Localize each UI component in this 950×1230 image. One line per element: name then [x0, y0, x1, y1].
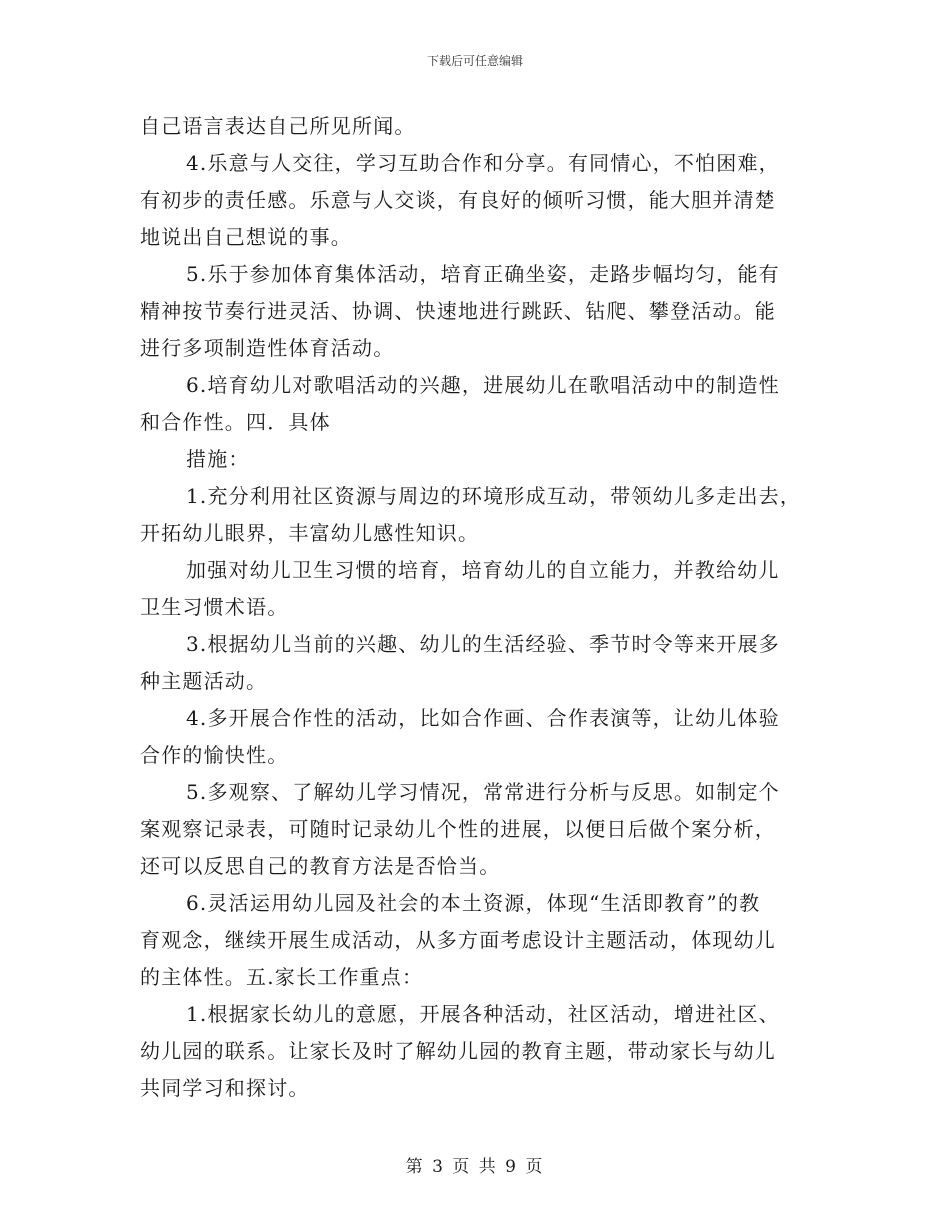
text-line: 4.乐意与人交往，学习互助合作和分享。有同情心，不怕困难， [186, 151, 780, 175]
text-line: 1.充分利用社区资源与周边的环境形成互动，带领幼儿多走出去， [186, 484, 802, 508]
text-line: 3.根据幼儿当前的兴趣、幼儿的生活经验、季节时令等来开展多 [186, 632, 780, 656]
text-line: 4.多开展合作性的活动，比如合作画、合作表演等，让幼儿体验 [186, 706, 780, 730]
document-body [140, 108, 820, 1107]
text-line: 地说出自己想说的事。 [140, 225, 352, 249]
text-line: 共同学习和探讨。 [140, 1076, 310, 1100]
text-line: 卫生习惯术语。 [140, 595, 289, 619]
text-line: 5.多观察、了解幼儿学习情况，常常进行分析与反思。如制定个 [186, 780, 780, 804]
text-line: 合作的愉快性。 [140, 743, 289, 767]
text-line: 案观察记录表，可随时记录幼儿个性的进展，以便日后做个案分析， [140, 817, 776, 841]
page-number: 第 3 页 共 9 页 [405, 1157, 545, 1177]
text-line: 有初步的责任感。乐意与人交谈，有良好的倾听习惯，能大胆并清楚 [140, 188, 776, 212]
text-line: 的主体性。五.家长工作重点： [140, 965, 424, 989]
text-line: 还可以反思自己的教育方法是否恰当。 [140, 854, 501, 878]
text-line: 精神按节奏行进灵活、协调、快速地进行跳跃、钻爬、攀登活动。能 [140, 299, 776, 323]
text-line: 自己语言表达自己所见所闻。 [140, 114, 416, 138]
text-line: 6.培育幼儿对歌唱活动的兴趣，进展幼儿在歌唱活动中的制造性 [186, 373, 780, 397]
text-line: 措施： [186, 447, 250, 471]
text-line: 种主题活动。 [140, 669, 268, 693]
text-line: 开拓幼儿眼界，丰富幼儿感性知识。 [140, 521, 480, 545]
text-line: 和合作性。四．具体 [140, 410, 331, 434]
text-line: 幼儿园的联系。让家长及时了解幼儿园的教育主题，带动家长与幼儿 [140, 1039, 776, 1063]
page-header-note: 下载后可任意编辑 [426, 54, 523, 68]
text-line: 进行多项制造性体育活动。 [140, 336, 395, 360]
text-line: 1.根据家长幼儿的意愿，开展各种活动，社区活动，增进社区、 [186, 1002, 780, 1026]
text-line: 5.乐于参加体育集体活动，培育正确坐姿，走路步幅均匀，能有 [186, 262, 780, 286]
text-line: 育观念，继续开展生成活动，从多方面考虑设计主题活动，体现幼儿 [140, 928, 776, 952]
text-line: 6.灵活运用幼儿园及社会的本土资源，体现“生活即教育”的教 [186, 891, 761, 915]
text-line: 加强对幼儿卫生习惯的培育，培育幼儿的自立能力，并教给幼儿 [186, 558, 780, 582]
